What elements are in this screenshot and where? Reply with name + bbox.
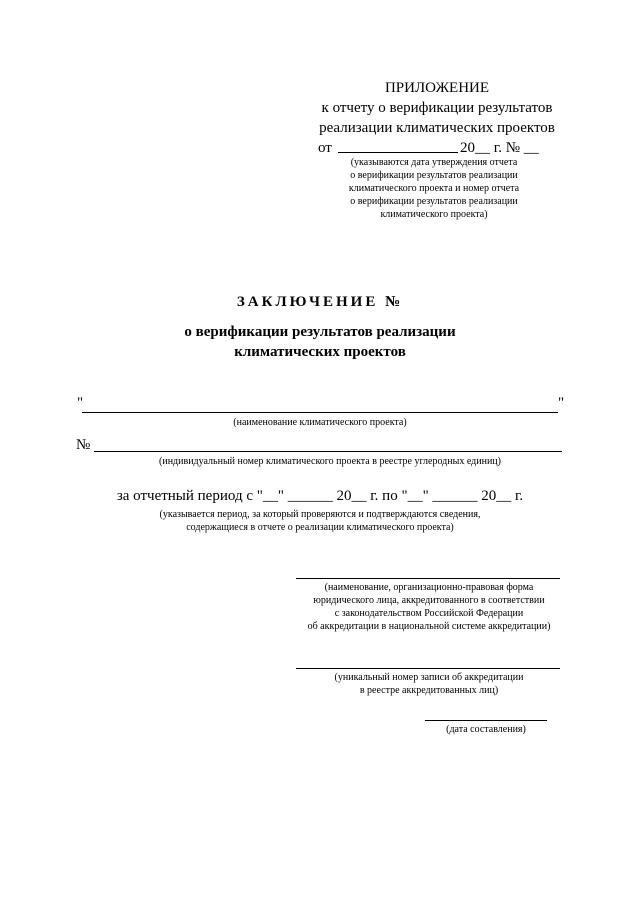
appendix-note-3: климатического проекта и номер отчета — [348, 183, 520, 194]
project-number-label: № — [76, 437, 91, 453]
date-caption: (дата составления) — [446, 724, 526, 735]
project-number-caption: (индивидуальный номер климатического проекта в реестре углеродных единиц) — [159, 456, 501, 467]
appendix-note-5: климатического проекта) — [380, 209, 488, 220]
organization-caption-1: (наименование, организационно-правовая форма — [324, 582, 534, 593]
organization-caption-4: об аккредитации в национальной системе аккредитации) — [307, 621, 551, 632]
appendix-heading: ПРИЛОЖЕНИЕ — [384, 80, 490, 96]
appendix-from-label: от — [318, 140, 332, 156]
project-name-caption: (наименование климатического проекта) — [233, 417, 407, 428]
project-name-field — [82, 412, 558, 413]
appendix-note-4: о верификации результатов реализации — [350, 196, 518, 207]
accreditation-caption-2: в реестре аккредитованных лиц) — [359, 685, 499, 696]
project-number-field — [94, 451, 562, 452]
appendix-note-1: (указываются дата утверждения отчета — [350, 157, 518, 168]
organization-field — [296, 578, 560, 579]
appendix-year-number: 20__ г. № __ — [460, 140, 539, 156]
accreditation-field — [296, 668, 560, 669]
appendix-note-2: о верификации результатов реализации — [350, 170, 518, 181]
project-name-open-quote: " — [77, 395, 84, 411]
appendix-line-2: реализации климатических проектов — [319, 120, 555, 136]
reporting-period-note-1: (указывается период, за который проверяются и подтверждаются сведения, — [159, 509, 481, 520]
reporting-period-note-2: содержащиеся в отчете о реализации климатического проекта) — [186, 522, 454, 533]
document-subtitle-2: климатических проектов — [234, 344, 406, 360]
organization-caption-2: юридического лица, аккредитованного в соответствии — [313, 595, 545, 606]
reporting-period-text: за отчетный период с "__" ______ 20__ г. по "__" ______ 20__ г. — [116, 488, 524, 504]
appendix-date-field — [338, 152, 458, 153]
document-subtitle-1: о верификации результатов реализации — [184, 324, 456, 340]
date-field — [425, 720, 547, 721]
project-name-close-quote: " — [558, 395, 565, 411]
appendix-line-1: к отчету о верификации результатов — [321, 100, 553, 116]
organization-caption-3: с законодательством Российской Федерации — [334, 608, 524, 619]
document-title: ЗАКЛЮЧЕНИЕ № — [236, 294, 404, 310]
accreditation-caption-1: (уникальный номер записи об аккредитации — [334, 672, 524, 683]
